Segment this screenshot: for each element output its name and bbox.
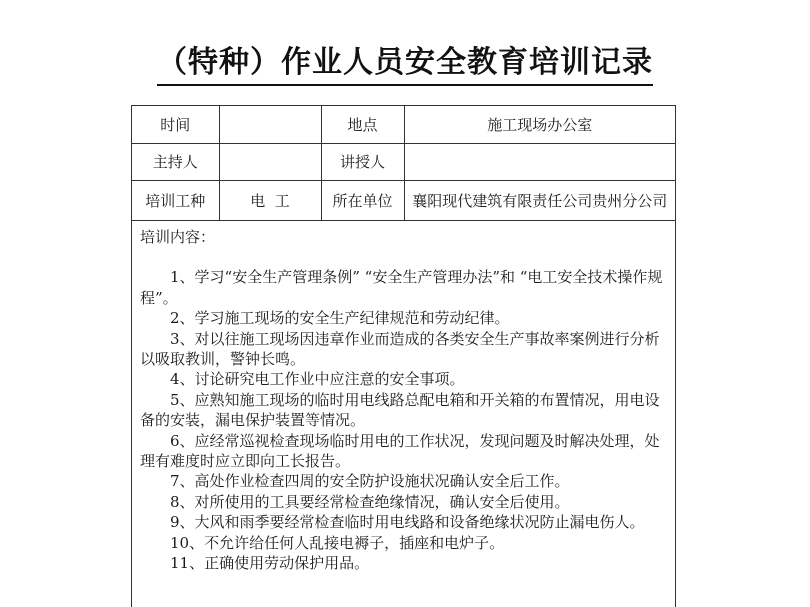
content-item-1: 1、学习“安全生产管理条例” “安全生产管理办法”和 “电工安全技术操作规程”。 [140,268,663,307]
content-item-3: 3、对以往施工现场因违章作业而造成的各类安全生产事故率案例进行分析以吸取教训，警钟长鸣。 [140,329,660,369]
content-item-5: 5、应熟知施工现场的临时用电线路总配电箱和开关箱的布置情况，用电设备的安装，漏电保护装置等情况。 [140,390,660,430]
unit-label: 所在单位 [321,181,404,221]
trade-label: 培训工种 [132,181,219,221]
content-item-8: 8、对所使用的工具要经常检查绝缘情况，确认安全后使用。 [170,492,570,511]
content-item-6: 6、应经常巡视检查现场临时用电的工作状况，发现问题及时解决处理，处理有难度时应立即向工长报告。 [140,431,660,471]
content-item-9: 9、大风和雨季要经常检查临时用电线路和设备绝缘状况防止漏电伤人。 [170,513,645,532]
table-row [132,106,675,144]
content-item-7: 7、高处作业检查四周的安全防护设施状况确认安全后工作。 [170,472,570,491]
lecturer-label: 讲授人 [321,144,404,181]
content-item-2: 2、学习施工现场的安全生产纪律规范和劳动纪律。 [170,309,510,328]
lecturer-value [404,144,675,181]
host-value [219,144,321,181]
location-value: 施工现场办公室 [404,106,675,144]
unit-value: 襄阳现代建筑有限责任公司贵州分公司 [404,181,675,221]
time-value [219,106,321,144]
location-label: 地点 [321,106,404,144]
document-title-text: （特种）作业人员安全教育培训记录 [157,44,653,86]
content-item-10: 10、不允许给任何人乱接电褥子，插座和电炉子。 [170,533,505,552]
document-title [0,44,810,86]
content-item-11: 11、正确使用劳动保护用品。 [170,554,370,573]
host-label: 主持人 [132,144,219,181]
time-label: 时间 [132,106,219,144]
training-content-label: 培训内容： [140,228,216,246]
training-record-form [131,105,676,607]
info-table [132,106,675,221]
table-row [132,181,675,221]
table-row [132,144,675,181]
training-content [132,221,675,574]
trade-value: 电 工 [219,181,321,221]
content-item-4: 4、讨论研究电工作业中应注意的安全事项。 [170,370,465,389]
